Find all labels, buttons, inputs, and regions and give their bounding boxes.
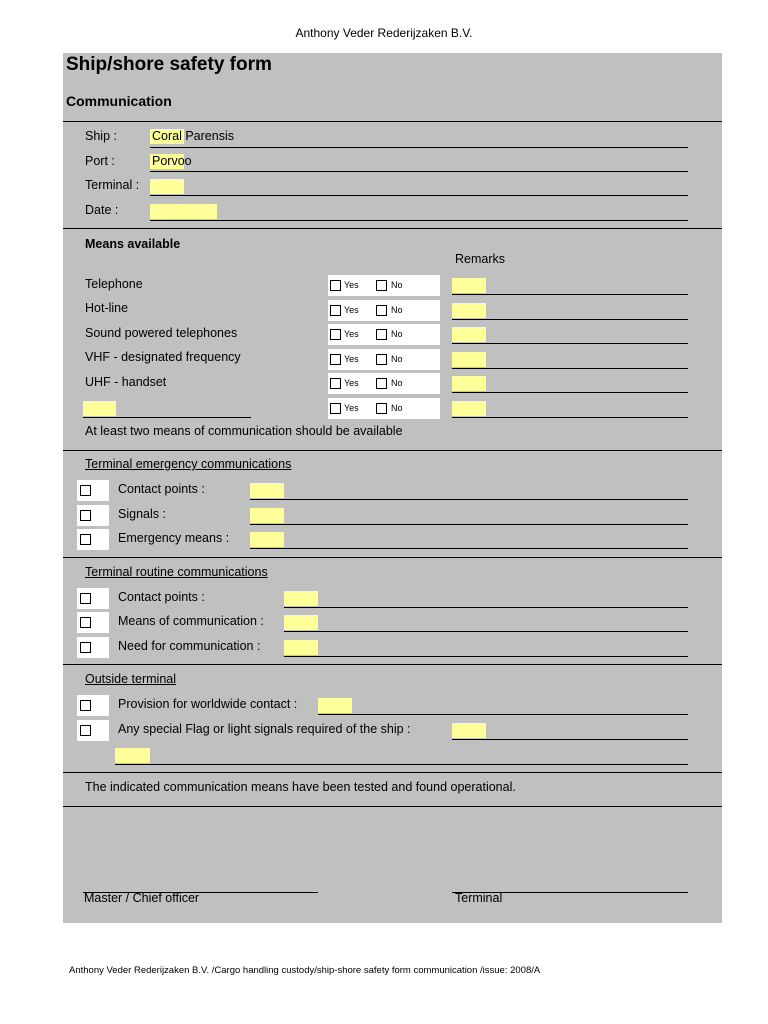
checkbox-cell bbox=[77, 720, 109, 741]
yes-no-group bbox=[328, 349, 440, 370]
safety-form bbox=[63, 53, 722, 923]
routine-means-label: Means of communication : bbox=[118, 614, 264, 628]
divider bbox=[63, 450, 722, 451]
no-checkbox[interactable] bbox=[376, 329, 387, 340]
means-item-uhf: UHF - handset bbox=[85, 375, 167, 389]
yes-no-group bbox=[328, 275, 440, 296]
remarks-field[interactable] bbox=[452, 303, 486, 318]
yes-label: Yes bbox=[344, 329, 359, 339]
routine-means-underline bbox=[284, 631, 688, 632]
remarks-underline bbox=[452, 294, 688, 295]
routine-need-field[interactable] bbox=[284, 640, 318, 655]
means-heading: Means available bbox=[85, 237, 181, 251]
terminal-field[interactable] bbox=[150, 179, 184, 194]
yes-checkbox[interactable] bbox=[330, 403, 341, 414]
flag-signals-extra-field[interactable] bbox=[115, 748, 150, 763]
operational-statement: The indicated communication means have been tested and found operational. bbox=[85, 780, 516, 794]
yes-checkbox[interactable] bbox=[330, 329, 341, 340]
checkbox-cell bbox=[77, 612, 109, 633]
divider bbox=[63, 557, 722, 558]
form-subtitle: Communication bbox=[66, 93, 172, 109]
remarks-field[interactable] bbox=[452, 327, 486, 342]
emergency-means-checkbox[interactable] bbox=[80, 534, 91, 545]
no-label: No bbox=[391, 403, 403, 413]
ship-underline bbox=[150, 147, 688, 148]
worldwide-contact-checkbox[interactable] bbox=[80, 700, 91, 711]
master-signature-label: Master / Chief officer bbox=[84, 891, 200, 905]
checkbox-cell bbox=[77, 695, 109, 716]
routine-need-checkbox[interactable] bbox=[80, 642, 91, 653]
date-underline bbox=[150, 220, 688, 221]
worldwide-contact-label: Provision for worldwide contact : bbox=[118, 697, 298, 711]
yes-label: Yes bbox=[344, 403, 359, 413]
emergency-signals-label: Signals : bbox=[118, 507, 166, 521]
terminal-underline bbox=[150, 195, 688, 196]
emergency-contact-underline bbox=[250, 499, 688, 500]
remarks-header: Remarks bbox=[455, 252, 506, 266]
signals-checkbox[interactable] bbox=[80, 510, 91, 521]
emergency-means-field[interactable] bbox=[250, 532, 284, 547]
flag-signals-underline bbox=[452, 739, 688, 740]
terminal-signature-label: Terminal bbox=[455, 891, 503, 905]
divider bbox=[63, 121, 722, 122]
emergency-contact-label: Contact points : bbox=[118, 482, 205, 496]
custom-means-field[interactable] bbox=[83, 401, 116, 416]
no-checkbox[interactable] bbox=[376, 280, 387, 291]
means-note: At least two means of communication should be available bbox=[85, 424, 403, 438]
no-checkbox[interactable] bbox=[376, 378, 387, 389]
remarks-underline bbox=[452, 417, 688, 418]
remarks-field[interactable] bbox=[452, 278, 486, 293]
yes-no-group bbox=[328, 324, 440, 345]
emergency-contact-field[interactable] bbox=[250, 483, 284, 498]
date-label: Date : bbox=[85, 203, 119, 217]
routine-contact-label: Contact points : bbox=[118, 590, 205, 604]
worldwide-contact-field[interactable] bbox=[318, 698, 352, 713]
ship-label: Ship : bbox=[85, 129, 117, 143]
means-item-vhf: VHF - designated frequency bbox=[85, 350, 241, 364]
terminal-label: Terminal : bbox=[85, 178, 140, 192]
remarks-underline bbox=[452, 343, 688, 344]
remarks-field[interactable] bbox=[452, 401, 486, 416]
yes-no-group bbox=[328, 373, 440, 394]
remarks-field[interactable] bbox=[452, 376, 486, 391]
routine-contact-checkbox[interactable] bbox=[80, 593, 91, 604]
yes-checkbox[interactable] bbox=[330, 378, 341, 389]
port-label: Port : bbox=[85, 154, 115, 168]
worldwide-contact-underline bbox=[318, 714, 688, 715]
yes-checkbox[interactable] bbox=[330, 305, 341, 316]
routine-need-label: Need for communication : bbox=[118, 639, 261, 653]
remarks-field[interactable] bbox=[452, 352, 486, 367]
yes-no-group bbox=[328, 398, 440, 419]
emergency-signals-underline bbox=[250, 524, 688, 525]
divider bbox=[63, 806, 722, 807]
port-underline bbox=[150, 171, 688, 172]
yes-checkbox[interactable] bbox=[330, 280, 341, 291]
checkbox-cell bbox=[77, 505, 109, 526]
yes-label: Yes bbox=[344, 280, 359, 290]
custom-means-underline bbox=[83, 417, 251, 418]
remarks-underline bbox=[452, 368, 688, 369]
yes-label: Yes bbox=[344, 305, 359, 315]
means-item-hotline: Hot-line bbox=[85, 301, 129, 315]
no-label: No bbox=[391, 378, 403, 388]
flag-signals-label: Any special Flag or light signals required of the ship : bbox=[118, 722, 411, 736]
routine-need-underline bbox=[284, 656, 688, 657]
contact-points-checkbox[interactable] bbox=[80, 485, 91, 496]
yes-no-group bbox=[328, 300, 440, 321]
routine-means-field[interactable] bbox=[284, 615, 318, 630]
ship-field[interactable]: Coral Parensis bbox=[152, 129, 234, 143]
remarks-underline bbox=[452, 319, 688, 320]
routine-contact-underline bbox=[284, 607, 688, 608]
no-checkbox[interactable] bbox=[376, 354, 387, 365]
no-label: No bbox=[391, 305, 403, 315]
port-field[interactable]: Porvoo bbox=[152, 154, 192, 168]
emergency-signals-field[interactable] bbox=[250, 508, 284, 523]
routine-contact-field[interactable] bbox=[284, 591, 318, 606]
flag-signals-extra-underline bbox=[115, 764, 688, 765]
page-footer: Anthony Veder Rederijzaken B.V. /Cargo handling custody/ship-shore safety form communication /issue: 2008/A bbox=[69, 965, 541, 976]
routine-heading: Terminal routine communications bbox=[85, 565, 268, 579]
remarks-underline bbox=[452, 392, 688, 393]
form-title: Ship/shore safety form bbox=[66, 54, 272, 75]
emergency-heading: Terminal emergency communications bbox=[85, 457, 292, 471]
divider bbox=[63, 772, 722, 773]
outside-heading: Outside terminal bbox=[85, 672, 177, 686]
emergency-means-label: Emergency means : bbox=[118, 531, 230, 545]
company-header: Anthony Veder Rederijzaken B.V. bbox=[295, 26, 473, 40]
checkbox-cell bbox=[77, 529, 109, 550]
checkbox-cell bbox=[77, 480, 109, 501]
yes-checkbox[interactable] bbox=[330, 354, 341, 365]
checkbox-cell bbox=[77, 637, 109, 658]
no-checkbox[interactable] bbox=[376, 305, 387, 316]
no-label: No bbox=[391, 280, 403, 290]
divider bbox=[63, 664, 722, 665]
no-checkbox[interactable] bbox=[376, 403, 387, 414]
emergency-means-underline bbox=[250, 548, 688, 549]
flag-signals-checkbox[interactable] bbox=[80, 725, 91, 736]
flag-signals-field[interactable] bbox=[452, 723, 486, 738]
checkbox-cell bbox=[77, 588, 109, 609]
routine-means-checkbox[interactable] bbox=[80, 617, 91, 628]
date-field[interactable] bbox=[150, 204, 217, 219]
no-label: No bbox=[391, 354, 403, 364]
means-item-sound-powered: Sound powered telephones bbox=[85, 326, 238, 340]
yes-label: Yes bbox=[344, 378, 359, 388]
yes-label: Yes bbox=[344, 354, 359, 364]
divider bbox=[63, 228, 722, 229]
means-item-telephone: Telephone bbox=[85, 277, 143, 291]
no-label: No bbox=[391, 329, 403, 339]
